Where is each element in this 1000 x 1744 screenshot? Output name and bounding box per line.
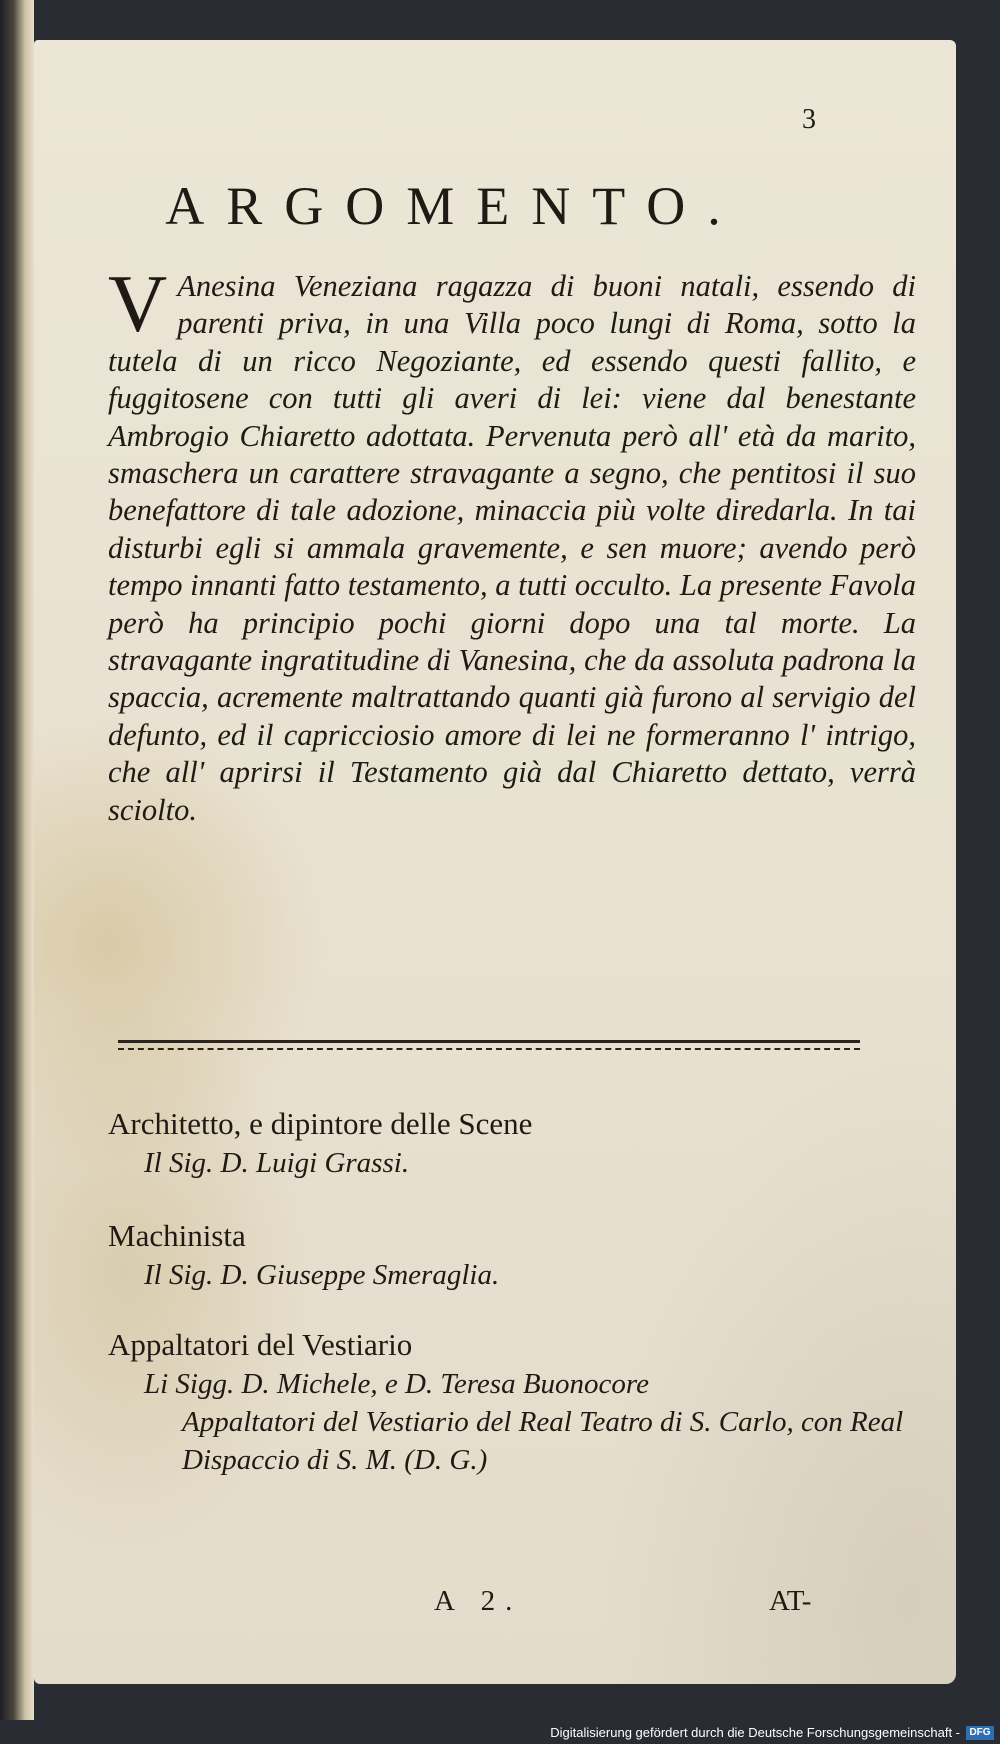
credit-role: Appaltatori del Vestiario bbox=[108, 1327, 413, 1362]
book-page bbox=[34, 40, 956, 1684]
ornamental-rule bbox=[118, 1040, 860, 1043]
catchword: AT- bbox=[769, 1585, 812, 1617]
ornamental-rule-dashed bbox=[118, 1048, 860, 1050]
credit-name: Il Sig. D. Luigi Grassi. bbox=[144, 1147, 410, 1179]
argument-text: Anesina Veneziana ragazza di buoni natali, essendo di parenti priva, in una Villa poco lungi di Roma, sotto la tutela di un ricco Negoziante, ed essendo questi fallito, e fuggitosene con tutti gli averi di lei: viene dal benestante Ambrogio Chiaretto adottata. Pervenuta però all' età da marito, smaschera un carattere stravagante a segno, che pentitosi il suo benefattore di tale adozione, minaccia più volte diredarla. In tai disturbi egli si ammala gravemente, e sen muore; avendo però tempo innanti fatto testamento, a tutti occulto. La presente Favola però ha principio pochi giorni dopo una tal morte. La stravagante ingratitudine di Vanesina, che da assoluta padrona la spaccia, acremente maltrattando quanti già furono al servigio del defunto, ed il capricciosio amore di lei ne formeranno l' intrigo, che all' aprirsi il Testamento già dal Chiaretto dettato, verrà sciolto. bbox=[108, 269, 916, 827]
credit-name: Il Sig. D. Giuseppe Smeraglia. bbox=[144, 1259, 500, 1291]
page-title: ARGOMENTO. bbox=[165, 176, 743, 236]
credit-role: Architetto, e dipintore delle Scene bbox=[108, 1106, 533, 1141]
drop-capital: V bbox=[108, 258, 168, 349]
credit-costumes bbox=[108, 1325, 916, 1479]
argument-paragraph bbox=[108, 258, 916, 829]
credit-description: Appaltatori del Vestiario del Real Teatro di S. Carlo, con Real Dispaccio di S. M. (D. G.) bbox=[182, 1406, 904, 1476]
credit-name: Li Sigg. D. Michele, e D. Teresa Buonocore bbox=[144, 1368, 650, 1400]
book-spine-edge bbox=[0, 0, 34, 1744]
credit-machinist bbox=[108, 1216, 916, 1294]
credit-scenographer bbox=[108, 1104, 916, 1182]
page-number: 3 bbox=[802, 104, 816, 135]
credit-role: Machinista bbox=[108, 1218, 246, 1253]
dfg-logo-icon: DFG bbox=[966, 1726, 994, 1740]
signature-mark: A 2. bbox=[434, 1585, 523, 1617]
funding-notice: Digitalisierung gefördert durch die Deutsche Forschungsgemeinschaft - bbox=[550, 1725, 960, 1740]
footer-bar bbox=[0, 1720, 1000, 1744]
